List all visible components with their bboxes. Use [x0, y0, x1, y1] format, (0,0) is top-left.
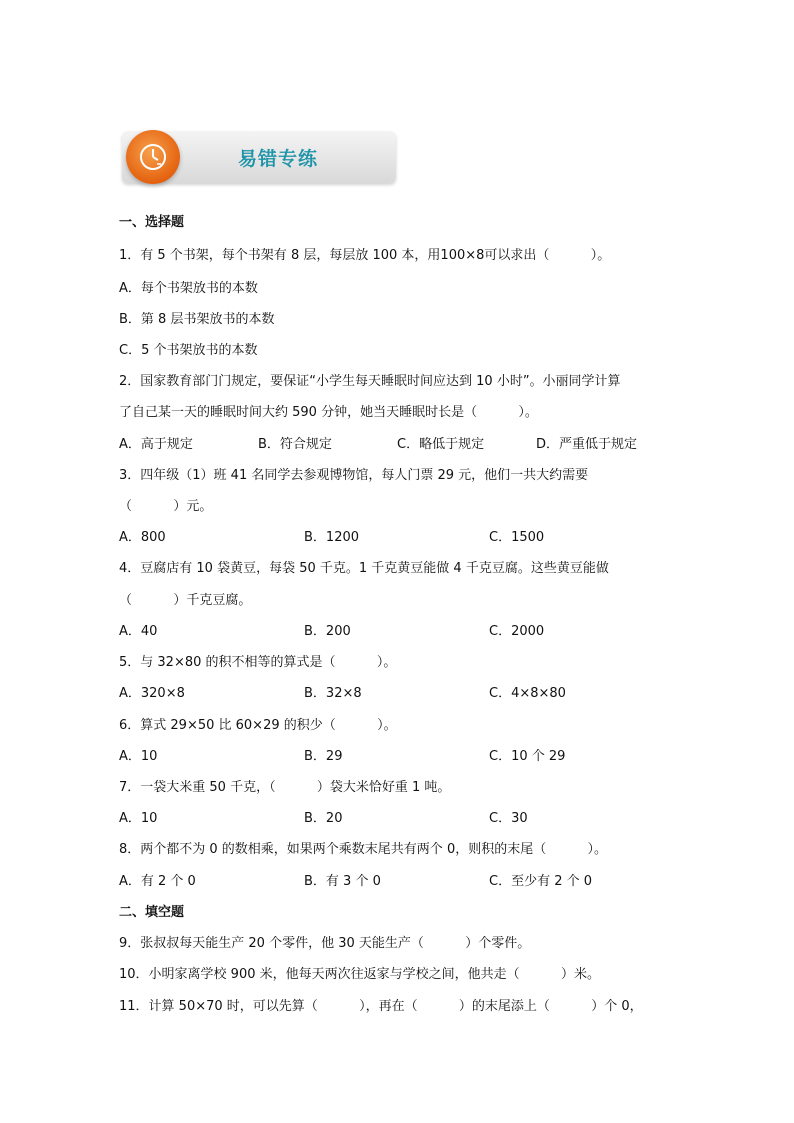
- question-3-line-1: 3．四年级（1）班 41 名同学去参观博物馆，每人门票 29 元，他们一共大约需要: [119, 468, 589, 483]
- q4-option-c: C．2000: [489, 624, 545, 639]
- question-2-line-1: 2．国家教育部门门规定，要保证“小学生每天睡眠时间应达到 10 小时”。小丽同学计算: [119, 374, 621, 389]
- q2-option-d: D．严重低于规定: [536, 437, 638, 452]
- q3-option-c: C．1500: [489, 530, 545, 545]
- q1-option-a: A．每个书架放书的本数: [119, 281, 258, 296]
- section-banner: [122, 131, 396, 183]
- question-7: 7．一袋大米重 50 千克，（ ）袋大米恰好重 1 吨。: [119, 780, 451, 795]
- banner-badge: [126, 130, 180, 184]
- question-2-line-2: 了自己某一天的睡眠时间大约 590 分钟，她当天睡眠时长是（ ）。: [119, 405, 538, 420]
- q3-option-a: A．800: [119, 530, 166, 545]
- q4-option-a: A．40: [119, 624, 158, 639]
- q5-option-c: C．4×8×80: [489, 686, 566, 701]
- question-3-line-2: （ ）元。: [119, 499, 213, 514]
- question-4-line-2: （ ）千克豆腐。: [119, 593, 252, 608]
- q2-option-b: B．符合规定: [258, 437, 332, 452]
- question-5: 5．与 32×80 的积不相等的算式是（ ）。: [119, 655, 397, 670]
- q2-option-c: C．略低于规定: [397, 437, 485, 452]
- q7-option-c: C．30: [489, 811, 528, 826]
- q8-option-a: A．有 2 个 0: [119, 874, 196, 889]
- q4-option-b: B．200: [304, 624, 351, 639]
- question-4-line-1: 4．豆腐店有 10 袋黄豆，每袋 50 千克。1 千克黄豆能做 4 千克豆腐。这些黄豆能做: [119, 561, 609, 576]
- question-11: 11．计算 50×70 时，可以先算（ ），再在（ ）的末尾添上（ ）个 0，: [119, 999, 643, 1014]
- q1-option-c: C．5 个书架放书的本数: [119, 343, 258, 358]
- q6-option-b: B．29: [304, 749, 343, 764]
- question-6: 6．算式 29×50 比 60×29 的积少（ ）。: [119, 718, 397, 733]
- q6-option-a: A．10: [119, 749, 158, 764]
- q1-option-b: B．第 8 层书架放书的本数: [119, 312, 275, 327]
- question-1: 1．有 5 个书架，每个书架有 8 层，每层放 100 本，用100×8可以求出（ ）。: [119, 248, 611, 263]
- question-10: 10．小明家离学校 900 米，他每天两次往返家与学校之间，他共走（ ）米。: [119, 967, 600, 982]
- q5-option-b: B．32×8: [304, 686, 362, 701]
- section-heading-fill: 二、填空题: [119, 905, 185, 920]
- question-8: 8．两个都不为 0 的数相乘，如果两个乘数末尾共有两个 0，则积的末尾（ ）。: [119, 842, 608, 857]
- banner-title: 易错专练: [238, 148, 319, 170]
- q8-option-b: B．有 3 个 0: [304, 874, 381, 889]
- q7-option-b: B．20: [304, 811, 343, 826]
- q2-option-a: A．高于规定: [119, 437, 193, 452]
- question-9: 9．张叔叔每天能生产 20 个零件，他 30 天能生产（ ）个零件。: [119, 936, 531, 951]
- q6-option-c: C．10 个 29: [489, 749, 566, 764]
- q7-option-a: A．10: [119, 811, 158, 826]
- q5-option-a: A．320×8: [119, 686, 185, 701]
- q3-option-b: B．1200: [304, 530, 360, 545]
- q8-option-c: C．至少有 2 个 0: [489, 874, 593, 889]
- clock-icon: [137, 141, 169, 173]
- section-heading-choice: 一、选择题: [119, 215, 185, 230]
